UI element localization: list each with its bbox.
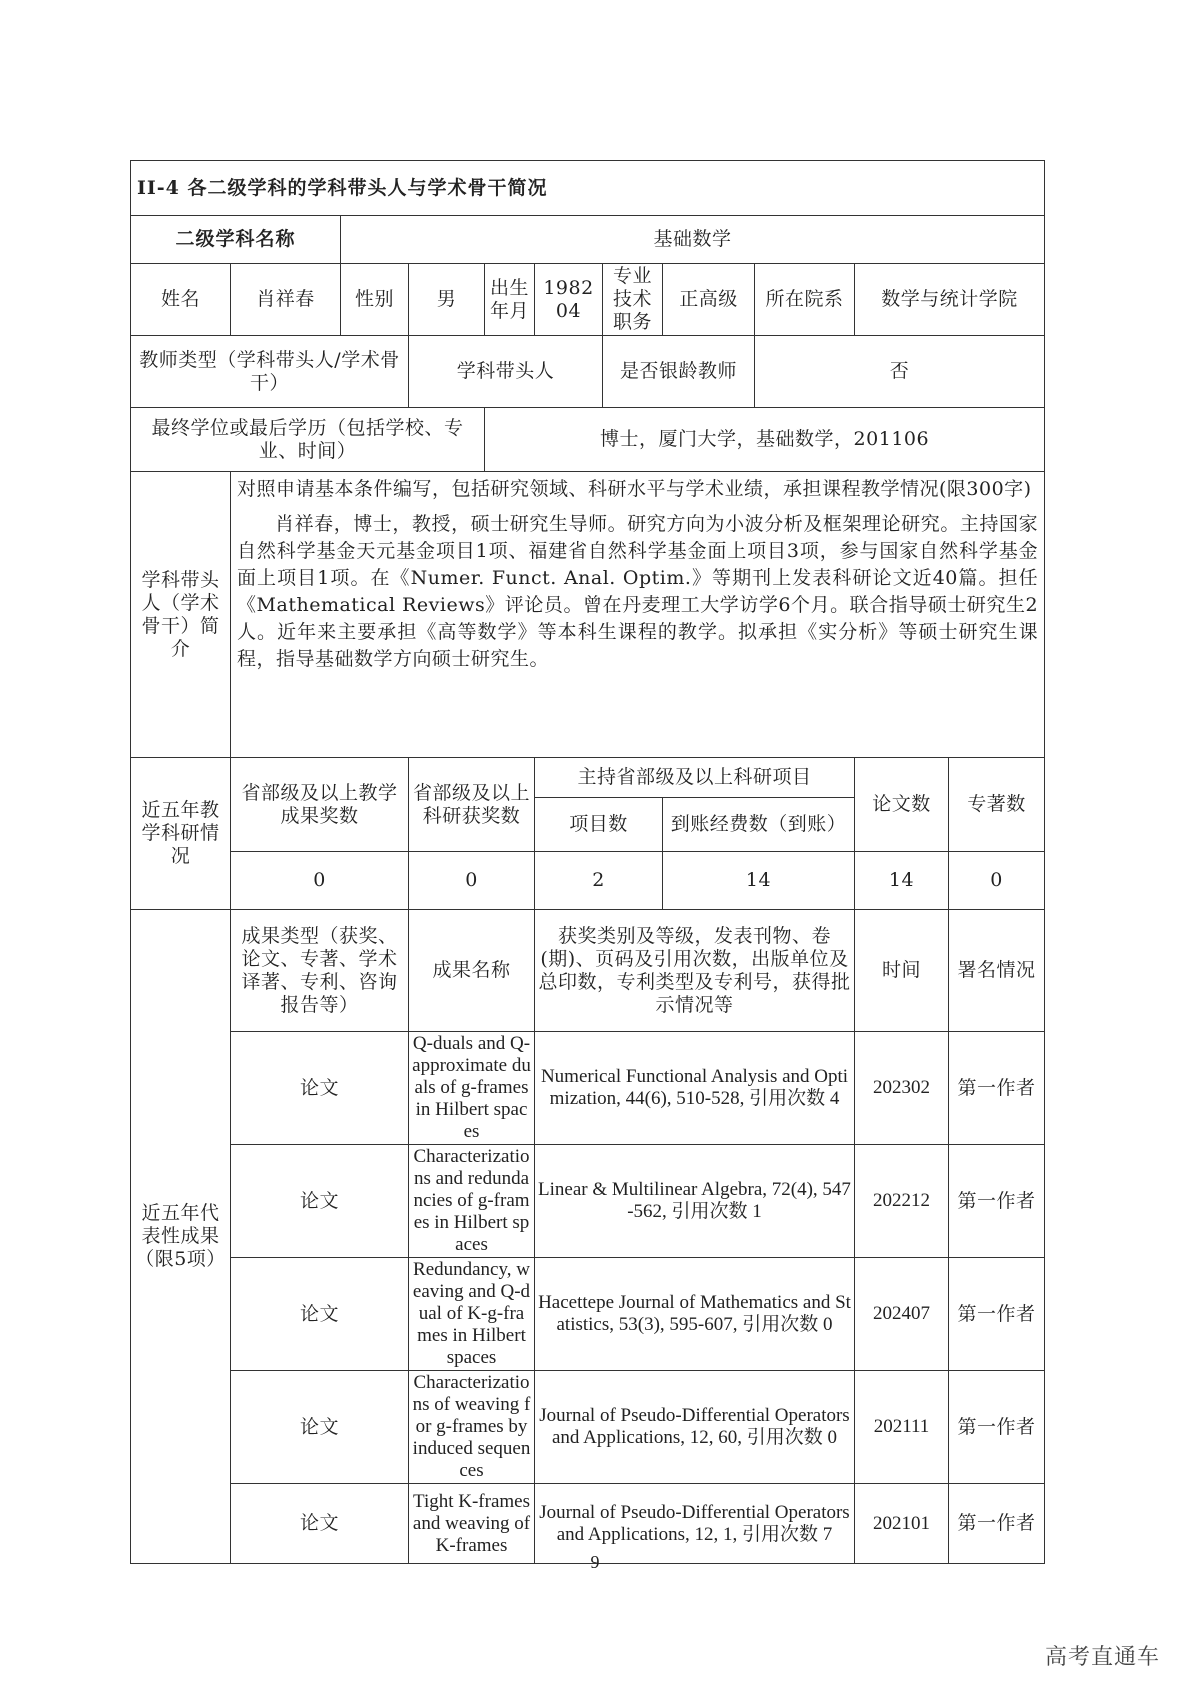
achievement-detail: Journal of Pseudo-Differential Operators and Applications, 12, 1, 引用次数 7 [535, 1484, 855, 1564]
gender-value: 男 [409, 264, 485, 336]
achievement-row [131, 1145, 1045, 1258]
department-value: 数学与统计学院 [855, 264, 1045, 336]
achievement-name: Q-duals and Q-approximate duals of g-frames in Hilbert spaces [409, 1032, 535, 1145]
section-title: II-4 各二级学科的学科带头人与学术骨干简况 [131, 161, 1045, 216]
achievement-name-header: 成果名称 [409, 910, 535, 1032]
degree-value: 博士，厦门大学，基础数学，201106 [485, 408, 1045, 472]
professional-title-label: 专业技术职务 [603, 264, 663, 336]
achievement-type: 论文 [231, 1032, 409, 1145]
papers-header: 论文数 [855, 758, 949, 852]
achievement-row [131, 1371, 1045, 1484]
achievement-type: 论文 [231, 1258, 409, 1371]
achievement-time: 202212 [855, 1145, 949, 1258]
senior-teacher-label: 是否银龄教师 [603, 336, 755, 408]
teaching-awards-header: 省部级及以上教学成果奖数 [231, 758, 409, 852]
achievement-time: 202111 [855, 1371, 949, 1484]
achievement-sign: 第一作者 [949, 1484, 1045, 1564]
degree-label: 最终学位或最后学历（包括学校、专业、时间） [131, 408, 485, 472]
discipline-value: 基础数学 [341, 216, 1045, 264]
achievement-type: 论文 [231, 1371, 409, 1484]
achievement-time: 202302 [855, 1032, 949, 1145]
papers-value: 14 [855, 852, 949, 910]
watermark: 高考直通车 [1044, 1645, 1160, 1670]
achievement-sign: 第一作者 [949, 1258, 1045, 1371]
discipline-label: 二级学科名称 [131, 216, 341, 264]
teacher-type-label: 教师类型（学科带头人/学术骨干） [131, 336, 409, 408]
research-awards-header: 省部级及以上科研获奖数 [409, 758, 535, 852]
achievement-time: 202101 [855, 1484, 949, 1564]
books-value: 0 [949, 852, 1045, 910]
achievements-label: 近五年代表性成果（限5项） [131, 910, 231, 1564]
stats-label: 近五年教学科研情况 [131, 758, 231, 910]
bio-note: 对照申请基本条件编写，包括研究领域、科研水平与学术业绩，承担课程教学情况(限300字) [237, 478, 1032, 500]
achievement-name: Tight K-frames and weaving of K-frames [409, 1484, 535, 1564]
form-sheet [130, 160, 1044, 1564]
page-number: 9 [590, 1552, 600, 1572]
achievement-name: Redundancy, weaving and Q-dual of K-g-frames in Hilbert spaces [409, 1258, 535, 1371]
project-count-value: 2 [535, 852, 663, 910]
projects-header: 主持省部级及以上科研项目 [535, 758, 855, 798]
achievement-sign: 第一作者 [949, 1371, 1045, 1484]
bio-label: 学科带头人（学术骨干）简介 [131, 472, 231, 758]
teaching-awards-value: 0 [231, 852, 409, 910]
funding-value: 14 [663, 852, 855, 910]
achievement-detail: Hacettepe Journal of Mathematics and Statistics, 53(3), 595-607, 引用次数 0 [535, 1258, 855, 1371]
achievement-sign: 第一作者 [949, 1145, 1045, 1258]
achievement-sign: 第一作者 [949, 1032, 1045, 1145]
bio-content [231, 472, 1045, 758]
birth-label: 出生年月 [485, 264, 535, 336]
books-header: 专著数 [949, 758, 1045, 852]
department-label: 所在院系 [755, 264, 855, 336]
professional-title-value: 正高级 [663, 264, 755, 336]
discipline-leader-table [130, 160, 1045, 1564]
achievement-type-header: 成果类型（获奖、论文、专著、学术译著、专利、咨询报告等） [231, 910, 409, 1032]
senior-teacher-value: 否 [755, 336, 1045, 408]
project-count-header: 项目数 [535, 798, 663, 852]
achievement-time-header: 时间 [855, 910, 949, 1032]
achievement-detail: Journal of Pseudo-Differential Operators and Applications, 12, 60, 引用次数 0 [535, 1371, 855, 1484]
achievement-type: 论文 [231, 1484, 409, 1564]
achievement-detail-header: 获奖类别及等级，发表刊物、卷(期)、页码及引用次数，出版单位及总印数，专利类型及专利号，获得批示情况等 [535, 910, 855, 1032]
achievement-row [131, 1258, 1045, 1371]
gender-label: 性别 [341, 264, 409, 336]
birth-value: 198204 [535, 264, 603, 336]
achievement-sign-header: 署名情况 [949, 910, 1045, 1032]
achievement-type: 论文 [231, 1145, 409, 1258]
research-awards-value: 0 [409, 852, 535, 910]
achievement-detail: Numerical Functional Analysis and Optimization, 44(6), 510-528, 引用次数 4 [535, 1032, 855, 1145]
achievement-detail: Linear & Multilinear Algebra, 72(4), 547-562, 引用次数 1 [535, 1145, 855, 1258]
bio-text: 肖祥春，博士，教授，硕士研究生导师。研究方向为小波分析及框架理论研究。主持国家自然科学基金天元基金项目1项、福建省自然科学基金面上项目3项，参与国家自然科学基金面上项目1项。在《Numer. Funct. Anal. Optim.》等期刊上发表科研论文近40篇。担任《Mathematical Reviews》评论员。曾在丹麦理工大学访学6个月。联合指导硕士研究生2人。近年来主要承担《高等数学》等本科生课程的教学。拟承担《实分析》等硕士研究生课程，指导基础数学方向硕士研究生。 [237, 513, 1039, 670]
achievement-row [131, 1032, 1045, 1145]
name-label: 姓名 [131, 264, 231, 336]
name-value: 肖祥春 [231, 264, 341, 336]
achievement-name: Characterizations and redundancies of g-frames in Hilbert spaces [409, 1145, 535, 1258]
achievement-time: 202407 [855, 1258, 949, 1371]
achievement-name: Characterizations of weaving for g-frames by induced sequences [409, 1371, 535, 1484]
teacher-type-value: 学科带头人 [409, 336, 603, 408]
funding-header: 到账经费数（到账） [663, 798, 855, 852]
